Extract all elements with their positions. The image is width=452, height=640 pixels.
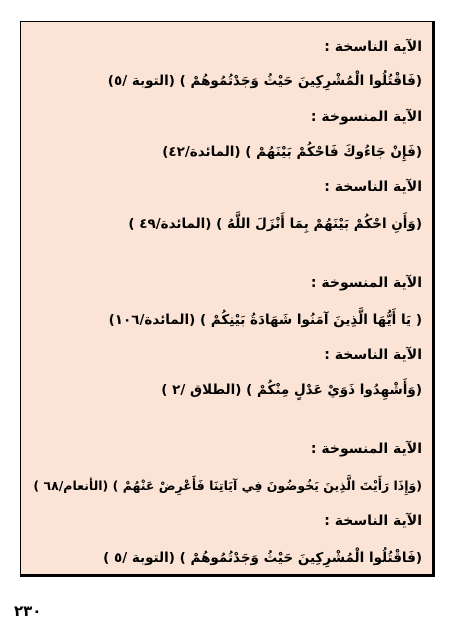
abrogating-verse-label: الآية الناسخة : <box>324 179 422 195</box>
verse-line: ( يَا أَيُّهَا الَّذِينَ آمَنُوا شَهَادَةُ بَيْنِكُمْ ) (المائدة/١٠٦) <box>108 312 422 328</box>
abrogated-verse-label: الآية المنسوخة : <box>310 441 422 457</box>
verse-line: (فَإِنْ جَاءُوكَ فَاحْكُمْ بَيْنَهُمْ ) (المائدة/٤٢) <box>162 144 422 160</box>
abrogation-verses-box <box>20 21 435 577</box>
abrogated-verse-label: الآية المنسوخة : <box>310 109 422 125</box>
abrogated-verse-label: الآية المنسوخة : <box>310 275 422 291</box>
verse-line: (فَاقْتُلُوا الْمُشْرِكِينَ حَيْثُ وَجَدْتُمُوهُمْ ) (التوبة /٥ ) <box>103 550 422 566</box>
abrogating-verse-label: الآية الناسخة : <box>324 347 422 363</box>
abrogating-verse-label: الآية الناسخة : <box>324 39 422 55</box>
verse-line: (وَأَشْهِدُوا ذَوَيْ عَدْلٍ مِنْكُمْ ) (الطلاق /٢ ) <box>161 382 422 398</box>
verse-line: (وَأَنِ احْكُمْ بَيْنَهُمْ بِمَا أَنْزَلَ اللَّهُ ) (المائدة/٤٩ ) <box>128 216 422 232</box>
page-number: ٢٣٠ <box>14 602 42 620</box>
verse-line: (فَاقْتُلُوا الْمُشْرِكِينَ حَيْثُ وَجَدْتُمُوهُمْ ) (التوبة /٥) <box>107 73 422 89</box>
verse-line: (وَإِذَا رَأَيْتَ الَّذِينَ يَخُوضُونَ فِي آيَاتِنَا فَأَعْرِضْ عَنْهُمْ ) (الأنعام/٦٨ ) <box>33 478 422 493</box>
abrogating-verse-label: الآية الناسخة : <box>324 513 422 529</box>
